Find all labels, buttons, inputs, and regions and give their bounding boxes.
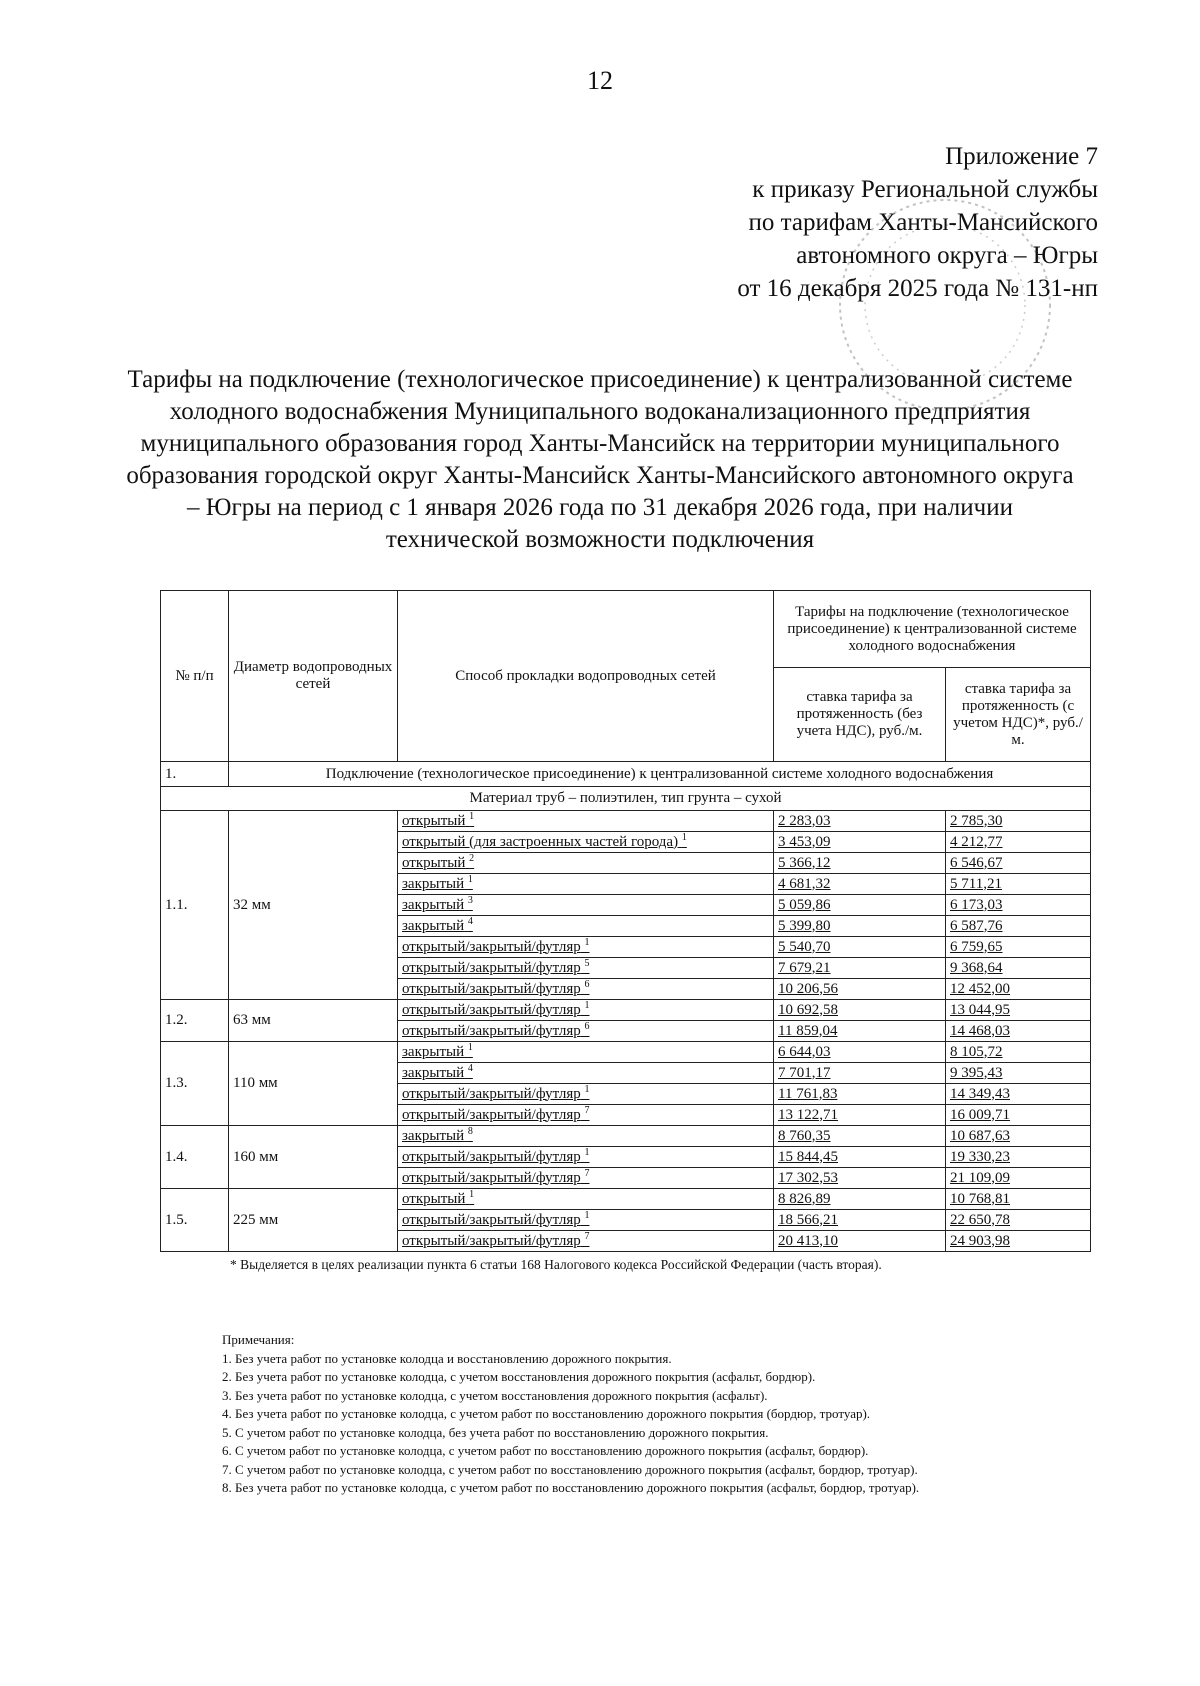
vat-footnote: * Выделяется в целях реализации пункта 6 статьи 168 Налогового кодекса Российской Федерации (часть вторая). xyxy=(230,1257,882,1272)
note-ref: 7 xyxy=(584,1167,590,1179)
note-ref: 1 xyxy=(681,831,687,843)
note-ref: 6 xyxy=(584,1020,590,1032)
method-label: открытый/закрытый/футляр xyxy=(402,980,581,997)
rate-vat-cell: 21 109,09 xyxy=(946,1168,1091,1189)
group-num: 1.4. xyxy=(161,1126,229,1189)
method-label: открытый/закрытый/футляр xyxy=(402,959,581,976)
header-diameter: Диаметр водопроводных сетей xyxy=(229,591,398,762)
appendix-header xyxy=(737,140,1098,305)
rate-no-vat-cell: 11 859,04 xyxy=(774,1021,946,1042)
notes-heading: Примечания: xyxy=(222,1332,295,1347)
rate-no-vat-cell: 20 413,10 xyxy=(774,1231,946,1252)
note-ref: 1 xyxy=(467,873,473,885)
rate-vat-cell: 6 546,67 xyxy=(946,853,1091,874)
section-num: 1. xyxy=(161,762,229,787)
group-num: 1.3. xyxy=(161,1042,229,1126)
note-ref: 1 xyxy=(584,1083,590,1095)
page-number: 12 xyxy=(587,66,613,95)
method-cell xyxy=(398,1147,774,1168)
method-label: открытый/закрытый/футляр xyxy=(402,1211,581,1228)
method-cell xyxy=(398,1063,774,1084)
note-ref: 1 xyxy=(584,999,590,1011)
rate-no-vat-cell: 10 206,56 xyxy=(774,979,946,1000)
note-ref: 7 xyxy=(584,1104,590,1116)
rate-no-vat-cell: 5 540,70 xyxy=(774,937,946,958)
rate-no-vat-cell: 15 844,45 xyxy=(774,1147,946,1168)
method-label: закрытый xyxy=(402,1043,465,1060)
table-row xyxy=(161,1189,1091,1210)
rate-no-vat-cell: 5 059,86 xyxy=(774,895,946,916)
note-ref: 1 xyxy=(469,810,475,822)
method-label: открытый/закрытый/футляр xyxy=(402,1106,581,1123)
header-num: № п/п xyxy=(161,591,229,762)
method-label: открытый/закрытый/футляр xyxy=(402,1148,581,1165)
rate-no-vat-cell: 4 681,32 xyxy=(774,874,946,895)
note-ref: 1 xyxy=(467,1041,473,1053)
method-cell xyxy=(398,1210,774,1231)
group-num: 1.2. xyxy=(161,1000,229,1042)
note-item: 8. Без учета работ по установке колодца, с учетом работ по восстановлению дорожного покрытия (асфальт, бордюр, тротуар). xyxy=(222,1480,920,1495)
note-ref: 1 xyxy=(584,1209,590,1221)
method-label: закрытый xyxy=(402,917,465,934)
rate-no-vat-cell: 11 761,83 xyxy=(774,1084,946,1105)
note-ref: 4 xyxy=(467,915,473,927)
rate-vat-cell: 4 212,77 xyxy=(946,832,1091,853)
note-item: 5. С учетом работ по установке колодца, без учета работ по восстановлению дорожного покрытия. xyxy=(222,1424,769,1440)
rate-no-vat-cell: 8 826,89 xyxy=(774,1189,946,1210)
method-label: открытый xyxy=(402,854,466,871)
method-cell xyxy=(398,1084,774,1105)
rate-vat-cell: 8 105,72 xyxy=(946,1042,1091,1063)
method-cell xyxy=(398,832,774,853)
method-cell xyxy=(398,1231,774,1252)
group-diameter: 32 мм xyxy=(229,811,398,1000)
note-ref: 1 xyxy=(584,1146,590,1158)
note-ref: 3 xyxy=(467,894,473,906)
note-ref: 1 xyxy=(584,936,590,948)
rate-no-vat-cell: 5 366,12 xyxy=(774,853,946,874)
header-rate-no-vat: ставка тарифа за протяженность (без учета НДС), руб./м. xyxy=(774,668,946,762)
method-cell xyxy=(398,958,774,979)
rate-vat-cell: 9 368,64 xyxy=(946,958,1091,979)
rate-vat-cell: 14 349,43 xyxy=(946,1084,1091,1105)
rate-vat-cell: 6 759,65 xyxy=(946,937,1091,958)
rate-vat-cell: 6 173,03 xyxy=(946,895,1091,916)
rate-no-vat-cell: 7 679,21 xyxy=(774,958,946,979)
method-label: закрытый xyxy=(402,1064,465,1081)
group-diameter: 110 мм xyxy=(229,1042,398,1126)
note-ref: 6 xyxy=(584,978,590,990)
rate-no-vat-cell: 6 644,03 xyxy=(774,1042,946,1063)
method-cell xyxy=(398,1168,774,1189)
section-label: Подключение (технологическое присоединение) к централизованной системе холодного водоснабжения xyxy=(229,762,1091,787)
method-label: открытый/закрытый/футляр xyxy=(402,1001,581,1018)
method-label: открытый xyxy=(402,1190,466,1207)
method-label: открытый xyxy=(402,812,466,829)
note-item: 7. С учетом работ по установке колодца, с учетом работ по восстановлению дорожного покрытия (асфальт, бордюр, тротуар). xyxy=(222,1461,918,1477)
rate-vat-cell: 2 785,30 xyxy=(946,811,1091,832)
rate-vat-cell: 16 009,71 xyxy=(946,1105,1091,1126)
note-ref: 5 xyxy=(584,957,590,969)
table-row xyxy=(161,1042,1091,1063)
method-label: открытый/закрытый/футляр xyxy=(402,1232,581,1249)
method-label: закрытый xyxy=(402,1127,465,1144)
rate-no-vat-cell: 8 760,35 xyxy=(774,1126,946,1147)
method-cell xyxy=(398,1042,774,1063)
appendix-line: Приложение 7 xyxy=(945,143,1098,170)
document-title: Тарифы на подключение (технологическое присоединение) к централизованной системе холодного водоснабжения Муниципального водоканализационного предприятия муниципального образования город Ханты-Мансийск на территории муниципального образования городской округ Ханты-Мансийск Ханты-Мансийского автономного округа – Югры на период с 1 января 2026 года по 31 декабря 2026 года, при наличии технической возможности подключения xyxy=(126,366,1074,553)
method-cell xyxy=(398,874,774,895)
rate-vat-cell: 5 711,21 xyxy=(946,874,1091,895)
method-cell xyxy=(398,1021,774,1042)
method-label: закрытый xyxy=(402,875,465,892)
rate-no-vat-cell: 17 302,53 xyxy=(774,1168,946,1189)
rate-no-vat-cell: 5 399,80 xyxy=(774,916,946,937)
method-label: открытый/закрытый/футляр xyxy=(402,1085,581,1102)
rate-no-vat-cell: 13 122,71 xyxy=(774,1105,946,1126)
rate-vat-cell: 9 395,43 xyxy=(946,1063,1091,1084)
method-label: открытый/закрытый/футляр xyxy=(402,938,581,955)
group-diameter: 160 мм xyxy=(229,1126,398,1189)
rate-vat-cell: 19 330,23 xyxy=(946,1147,1091,1168)
header-rate-vat: ставка тарифа за протяженность (с учетом НДС)*, руб./м. xyxy=(946,668,1091,762)
rate-vat-cell: 14 468,03 xyxy=(946,1021,1091,1042)
appendix-line: от 16 декабря 2025 года № 131-нп xyxy=(737,275,1098,302)
method-label: закрытый xyxy=(402,896,465,913)
rate-vat-cell: 10 768,81 xyxy=(946,1189,1091,1210)
appendix-line: к приказу Региональной службы xyxy=(752,176,1098,203)
method-label: открытый/закрытый/футляр xyxy=(402,1022,581,1039)
header-method: Способ прокладки водопроводных сетей xyxy=(398,591,774,762)
rate-no-vat-cell: 18 566,21 xyxy=(774,1210,946,1231)
rate-no-vat-cell: 10 692,58 xyxy=(774,1000,946,1021)
document-body xyxy=(0,364,1200,1498)
appendix-line: автономного округа – Югры xyxy=(796,242,1098,269)
table-row xyxy=(161,811,1091,832)
method-label: открытый (для застроенных частей города) xyxy=(402,833,679,850)
note-ref: 1 xyxy=(469,1188,475,1200)
note-item: 1. Без учета работ по установке колодца и восстановлению дорожного покрытия. xyxy=(222,1350,672,1366)
method-label: открытый/закрытый/футляр xyxy=(402,1169,581,1186)
rate-vat-cell: 6 587,76 xyxy=(946,916,1091,937)
table-row xyxy=(161,1000,1091,1021)
note-ref: 7 xyxy=(584,1230,590,1242)
appendix-line: по тарифам Ханты-Мансийского xyxy=(748,209,1098,236)
rate-no-vat-cell: 7 701,17 xyxy=(774,1063,946,1084)
note-ref: 8 xyxy=(467,1125,473,1137)
table-row xyxy=(161,1126,1091,1147)
group-num: 1.1. xyxy=(161,811,229,1000)
tariff-table xyxy=(160,590,1091,1252)
method-cell xyxy=(398,1189,774,1210)
note-ref: 2 xyxy=(469,852,475,864)
rate-vat-cell: 12 452,00 xyxy=(946,979,1091,1000)
material-row: Материал труб – полиэтилен, тип грунта – сухой xyxy=(161,787,1091,811)
rate-vat-cell: 13 044,95 xyxy=(946,1000,1091,1021)
method-cell xyxy=(398,1105,774,1126)
note-item: 6. С учетом работ по установке колодца, с учетом работ по восстановлению дорожного покрытия (асфальт, бордюр). xyxy=(222,1443,869,1458)
note-item: 2. Без учета работ по установке колодца, с учетом восстановления дорожного покрытия (асфальт, бордюр). xyxy=(222,1369,816,1384)
method-cell xyxy=(398,1126,774,1147)
method-cell xyxy=(398,853,774,874)
group-diameter: 225 мм xyxy=(229,1189,398,1252)
method-cell xyxy=(398,979,774,1000)
rate-vat-cell: 10 687,63 xyxy=(946,1126,1091,1147)
notes xyxy=(222,1331,1122,1498)
method-cell xyxy=(398,811,774,832)
method-cell xyxy=(398,1000,774,1021)
note-item: 3. Без учета работ по установке колодца, с учетом восстановления дорожного покрытия (асфальт). xyxy=(222,1387,768,1403)
rate-vat-cell: 22 650,78 xyxy=(946,1210,1091,1231)
note-ref: 4 xyxy=(467,1062,473,1074)
header-tariffs-group: Тарифы на подключение (технологическое присоединение) к централизованной системе холодного водоснабжения xyxy=(774,591,1091,668)
rate-no-vat-cell: 3 453,09 xyxy=(774,832,946,853)
group-diameter: 63 мм xyxy=(229,1000,398,1042)
rate-vat-cell: 24 903,98 xyxy=(946,1231,1091,1252)
method-cell xyxy=(398,937,774,958)
method-cell xyxy=(398,916,774,937)
method-cell xyxy=(398,895,774,916)
note-item: 4. Без учета работ по установке колодца, с учетом работ по восстановлению дорожного покрытия (бордюр, тротуар). xyxy=(222,1406,871,1421)
rate-no-vat-cell: 2 283,03 xyxy=(774,811,946,832)
group-num: 1.5. xyxy=(161,1189,229,1252)
